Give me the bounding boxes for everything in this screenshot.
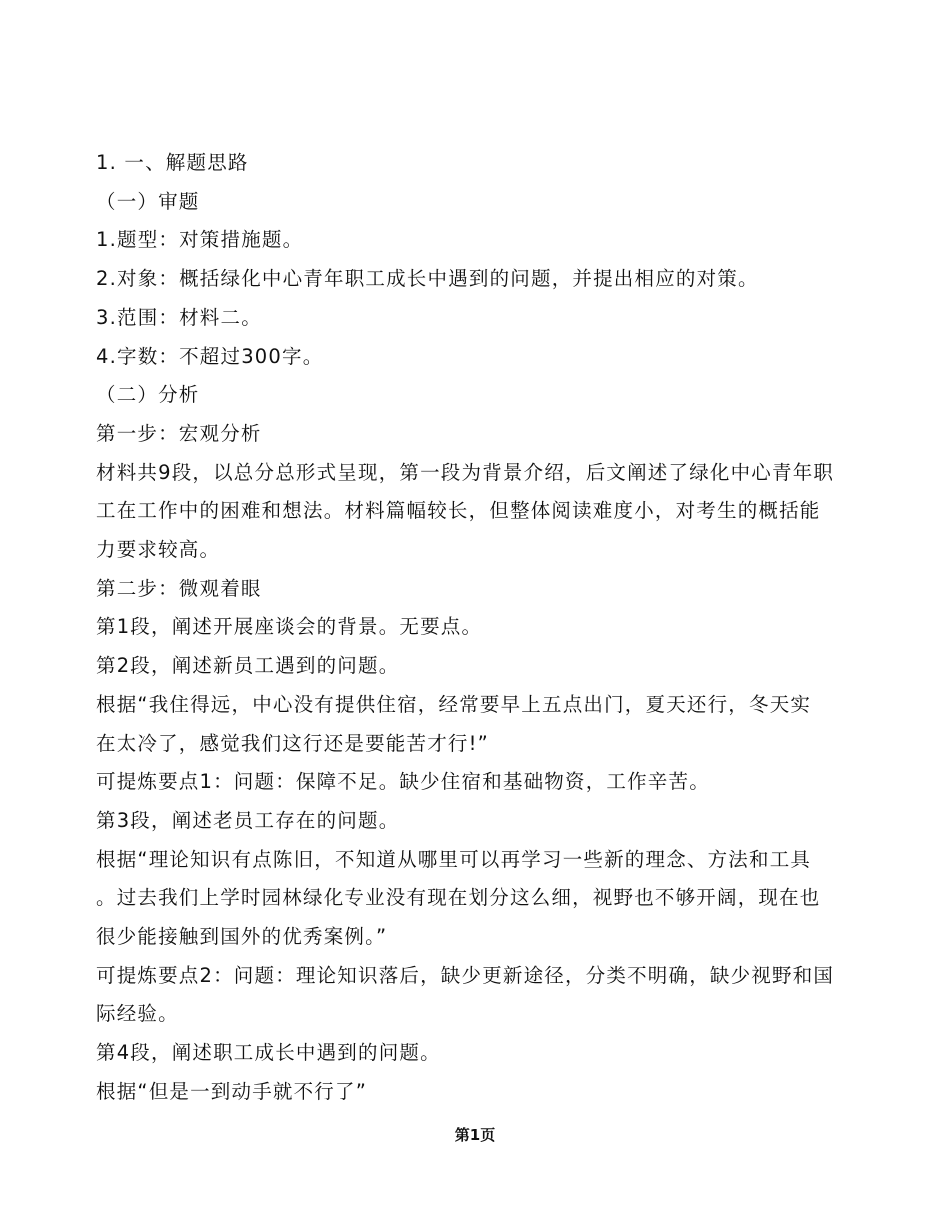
paragraph-line: 根据“但是一到动手就不行了” xyxy=(96,1079,368,1103)
document-body xyxy=(96,144,866,1112)
paragraph-line: 力要求较高。 xyxy=(96,538,221,562)
page-number: 第1页 xyxy=(454,1126,496,1144)
paragraph-line: 可提炼要点1：问题：保障不足。缺少住宿和基础物资，工作辛苦。 xyxy=(96,770,710,794)
paragraph-line: 工在工作中的困难和想法。材料篇幅较长，但整体阅读难度小，对考生的概括能 xyxy=(96,499,821,523)
paragraph-line: 可提炼要点2：问题：理论知识落后，缺少更新途径，分类不明确，缺少视野和国 xyxy=(96,963,835,987)
paragraph-line: 根据“理论知识有点陈旧，不知道从哪里可以再学习一些新的理念、方法和工具 xyxy=(96,847,812,871)
paragraph-line: 在太冷了，感觉我们这行还是要能苦才行!” xyxy=(96,731,489,755)
paragraph-line: 2.对象：概括绿化中心青年职工成长中遇到的问题，并提出相应的对策。 xyxy=(96,267,759,291)
step-heading: 第一步：宏观分析 xyxy=(96,421,262,445)
paragraph-line: 1.题型：对策措施题。 xyxy=(96,228,304,252)
subsection-heading: （一）审题 xyxy=(96,189,200,213)
paragraph-line: 第4段，阐述职工成长中遇到的问题。 xyxy=(96,1041,441,1065)
paragraph-line: 际经验。 xyxy=(96,1002,179,1026)
paragraph-line: 材料共9段，以总分总形式呈现，第一段为背景介绍，后文阐述了绿化中心青年职 xyxy=(96,460,835,484)
subsection-heading: （二）分析 xyxy=(96,383,200,407)
paragraph-line: 第2段，阐述新员工遇到的问题。 xyxy=(96,654,400,678)
section-heading: 1. 一、解题思路 xyxy=(96,151,249,174)
paragraph-line: 第3段，阐述老员工存在的问题。 xyxy=(96,808,400,832)
paragraph-line: 第1段，阐述开展座谈会的背景。无要点。 xyxy=(96,615,483,639)
paragraph-line: 4.字数：不超过300字。 xyxy=(96,344,324,368)
paragraph-line: 很少能接触到国外的优秀案例。” xyxy=(96,925,388,949)
paragraph-line: 根据“我住得远，中心没有提供住宿，经常要早上五点出门，夏天还行，冬天实 xyxy=(96,692,812,716)
step-heading: 第二步：微观着眼 xyxy=(96,576,262,600)
paragraph-line: 。过去我们上学时园林绿化专业没有现在划分这么细，视野也不够开阔，现在也 xyxy=(96,886,821,910)
paragraph-line: 3.范围：材料二。 xyxy=(96,305,262,329)
